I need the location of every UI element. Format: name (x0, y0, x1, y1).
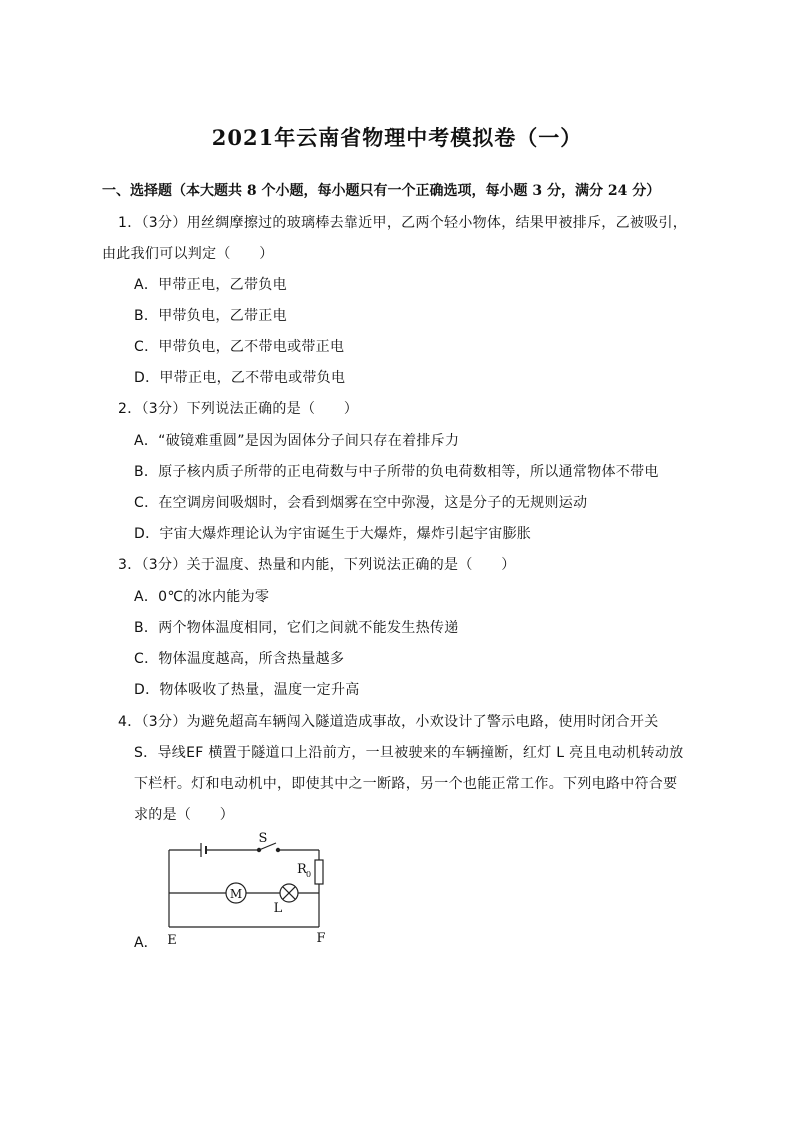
question-2-option-a: A．“破镜难重圆”是因为固体分子间只存在着排斥力 (134, 433, 460, 449)
question-2-option-c: C．在空调房间吸烟时，会看到烟雾在空中弥漫，这是分子的无规则运动 (134, 495, 588, 511)
end-e-label: E (167, 933, 177, 948)
question-4-text-cont-2: 下栏杆。灯和电动机中，即使其中之一断路，另一个也能正常工作。下列电路中符合要 (134, 776, 678, 792)
question-1-option-d: D．甲带正电，乙不带电或带负电 (134, 370, 346, 386)
switch-label: S (258, 831, 268, 846)
resistor-icon (315, 860, 323, 884)
motor-icon (226, 883, 246, 903)
lamp-label: L (273, 901, 283, 916)
resistor-subscript: 0 (306, 870, 312, 879)
motor-label: M (229, 887, 243, 901)
question-4-text-cont-3: 求的是（ ） (134, 807, 235, 823)
question-2-option-b: B．原子核内质子所带的正电荷数与中子所带的负电荷数相等，所以通常物体不带电 (134, 464, 659, 480)
question-2-option-d: D．宇宙大爆炸理论认为宇宙诞生于大爆炸，爆炸引起宇宙膨胀 (134, 526, 532, 542)
question-1-option-a: A．甲带正电，乙带负电 (134, 277, 287, 293)
question-1-text: 1．（3分）用丝绸摩擦过的玻璃棒去靠近甲，乙两个轻小物体，结果甲被排斥，乙被吸引， (118, 215, 688, 231)
resistor-label: R (297, 862, 307, 877)
question-3-option-c: C．物体温度越高，所含热量越多 (134, 651, 345, 667)
end-f-label: F (316, 931, 326, 946)
question-3-option-d: D．物体吸收了热量，温度一定升高 (134, 682, 360, 698)
question-1-text-cont: 由此我们可以判定（ ） (102, 246, 274, 262)
question-3-option-b: B．两个物体温度相同，它们之间就不能发生热传递 (134, 620, 459, 636)
question-4-text: 4．（3分）为避免超高车辆闯入隧道造成事故，小欢设计了警示电路，使用时闭合开关 (118, 714, 659, 730)
question-1-option-c: C．甲带负电，乙不带电或带正电 (134, 339, 345, 355)
question-3-text: 3．（3分）关于温度、热量和内能，下列说法正确的是（ ） (118, 557, 516, 573)
question-2-text: 2．（3分）下列说法正确的是（ ） (118, 401, 359, 417)
question-3-option-a: A．0℃的冰内能为零 (134, 589, 270, 605)
section-heading: 一、选择题（本大题共 8 个小题，每小题只有一个正确选项，每小题 3 分，满分 24 分） (102, 183, 661, 199)
question-1-option-b: B．甲带负电，乙带正电 (134, 308, 287, 324)
lamp-icon (280, 884, 298, 902)
question-4-text-cont-1: S．导线EF 横置于隧道口上沿前方，一旦被驶来的车辆撞断，红灯 L 亮且电动机转动放 (134, 745, 684, 761)
question-4-option-a-label: A． (134, 935, 158, 951)
page-title: 2021年云南省物理中考模拟卷（一） (211, 125, 583, 150)
switch-icon (257, 848, 260, 851)
